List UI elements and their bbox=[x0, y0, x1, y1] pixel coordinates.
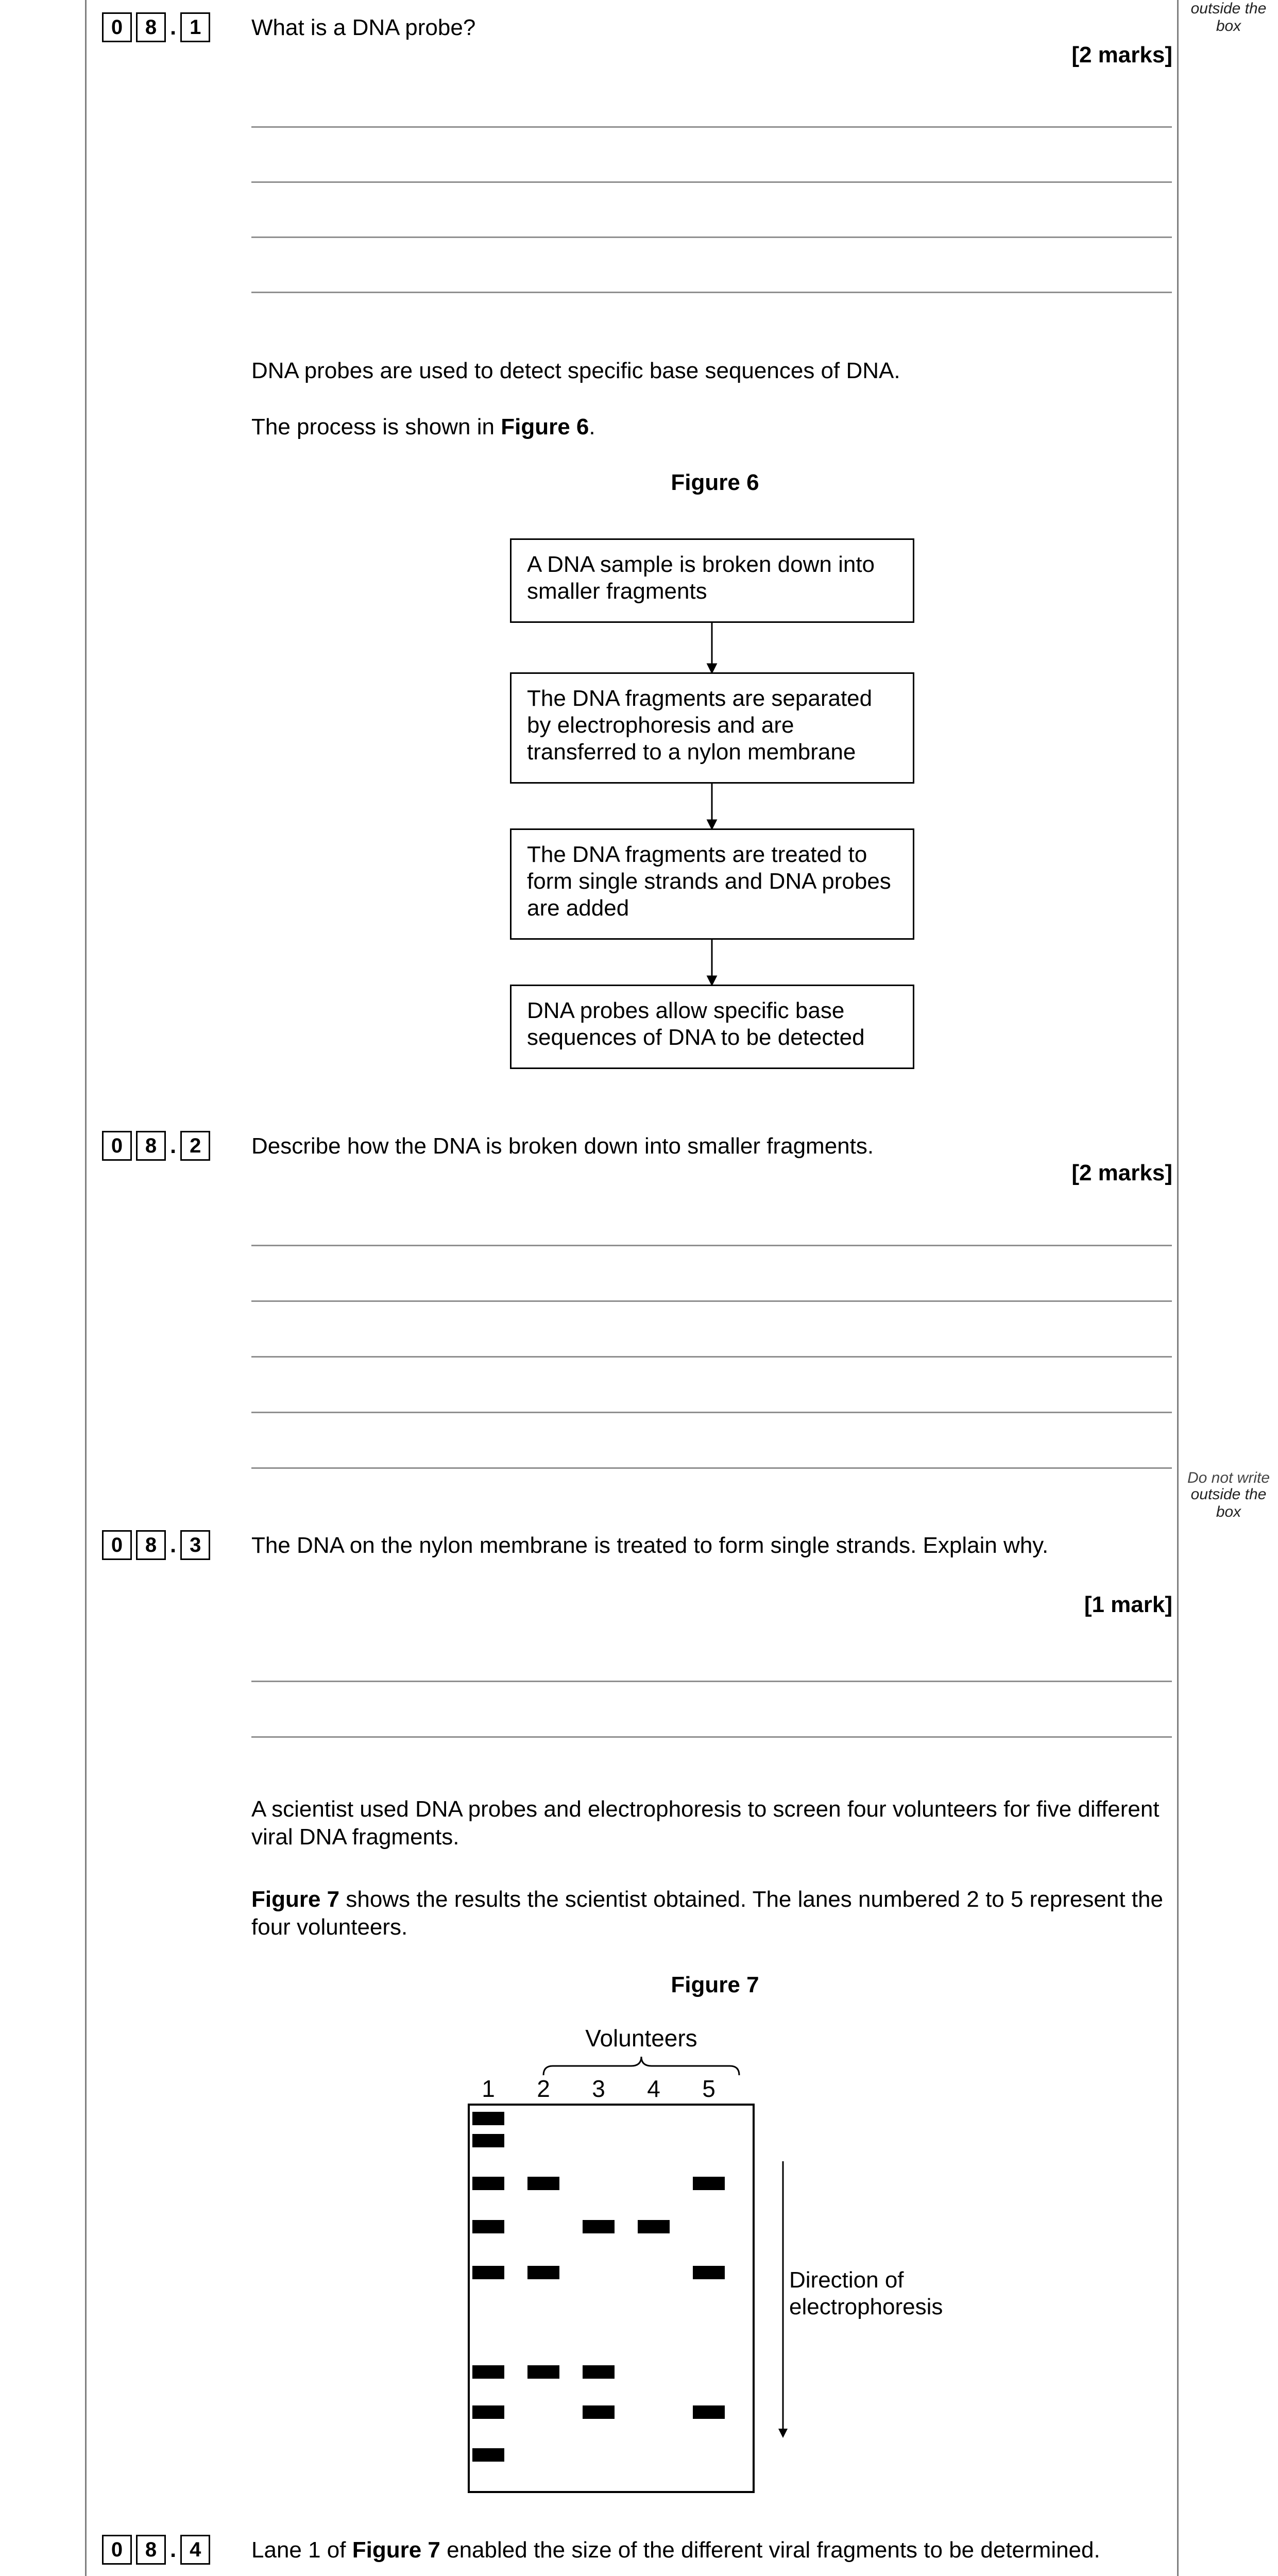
prompt-text: enabled the size of the different viral fragments to be determined. bbox=[440, 2537, 1100, 2563]
question-08-4-prompt bbox=[251, 2536, 1100, 2564]
band-lane5-row3 bbox=[693, 2177, 725, 2190]
band-lane1-row4 bbox=[472, 2220, 504, 2233]
flow-step-1: A DNA sample is broken down into smaller fragments bbox=[510, 538, 914, 623]
question-08-1-prompt: What is a DNA probe? bbox=[251, 15, 476, 40]
figure-7-gel bbox=[453, 2014, 943, 2509]
digit-box: 8 bbox=[136, 1530, 166, 1560]
answer-line[interactable] bbox=[251, 236, 1172, 238]
band-lane1-row7 bbox=[472, 2405, 504, 2419]
direction-label-line2: electrophoresis bbox=[789, 2294, 943, 2319]
digit-box: 3 bbox=[180, 1530, 210, 1560]
intro-text: . bbox=[589, 414, 595, 439]
volunteers-brace bbox=[543, 2057, 739, 2075]
intro-text: The process is shown in bbox=[251, 414, 501, 439]
band-lane3-row7 bbox=[583, 2405, 615, 2419]
band-lane5-row7 bbox=[693, 2405, 725, 2419]
answer-line[interactable] bbox=[251, 1245, 1172, 1246]
margin-note-text: box bbox=[1216, 18, 1241, 35]
band-lane5-row5 bbox=[693, 2266, 725, 2279]
flow-arrow-head bbox=[708, 976, 716, 985]
flow-step-4: DNA probes allow specific base sequences of DNA to be detected bbox=[510, 985, 914, 1069]
question-number-08-4: 0 8 . 4 bbox=[102, 2534, 214, 2566]
flow-step-3: The DNA fragments are treated to form single strands and DNA probes are added bbox=[510, 828, 914, 940]
margin-note-top bbox=[1185, 0, 1272, 35]
band-lane2-row3 bbox=[527, 2177, 559, 2190]
intro2-text: shows the results the scientist obtained. The lanes numbered 2 to 5 represent the four volunteers. bbox=[251, 1887, 1163, 1940]
band-lane1-row2 bbox=[472, 2134, 504, 2147]
question-08-2-marks: [2 marks] bbox=[1071, 1160, 1172, 1185]
answer-line[interactable] bbox=[251, 292, 1172, 293]
lane-label-1: 1 bbox=[482, 2075, 495, 2102]
question-08-3-prompt: The DNA on the nylon membrane is treated to form single strands. Explain why. bbox=[251, 1533, 1049, 1558]
margin-note-mid bbox=[1185, 1469, 1272, 1521]
figure-6-title: Figure 6 bbox=[671, 470, 759, 495]
question-08-3-marks: [1 mark] bbox=[1084, 1592, 1172, 1617]
lane-labels bbox=[482, 2075, 715, 2102]
flow-step-2: The DNA fragments are separated by electrophoresis and are transferred to a nylon membrane bbox=[510, 672, 914, 784]
answer-line[interactable] bbox=[251, 1736, 1172, 1738]
band-lane3-row4 bbox=[583, 2220, 615, 2233]
answer-line[interactable] bbox=[251, 126, 1172, 128]
volunteers-label: Volunteers bbox=[585, 2025, 697, 2052]
gel-outline bbox=[469, 2105, 754, 2492]
intro-paragraph-figure-ref bbox=[251, 413, 595, 441]
direction-arrow-head bbox=[778, 2429, 788, 2438]
flow-arrow-head bbox=[708, 664, 716, 672]
digit-box: 8 bbox=[136, 2535, 166, 2565]
answer-line[interactable] bbox=[251, 1356, 1172, 1358]
digit-box: 8 bbox=[136, 1131, 166, 1161]
intro2-figure-ref bbox=[251, 1886, 1172, 1941]
lane-label-3: 3 bbox=[592, 2075, 605, 2102]
prompt-text: Lane 1 of bbox=[251, 2537, 352, 2563]
band-lane1-row3 bbox=[472, 2177, 504, 2190]
band-lane1-row1 bbox=[472, 2112, 504, 2125]
figure-ref: Figure 6 bbox=[501, 414, 589, 439]
intro2-paragraph: A scientist used DNA probes and electrophoresis to screen four volunteers for five different viral DNA fragments. bbox=[251, 1797, 1160, 1850]
question-number-08-3: 0 8 . 3 bbox=[102, 1529, 214, 1561]
answer-line[interactable] bbox=[251, 1412, 1172, 1413]
left-margin-rule bbox=[85, 0, 87, 2576]
digit-box: 0 bbox=[102, 12, 132, 42]
band-lane4-row4 bbox=[638, 2220, 670, 2233]
digit-box: 1 bbox=[180, 12, 210, 42]
direction-label-line1: Direction of bbox=[789, 2267, 904, 2293]
answer-line[interactable] bbox=[251, 181, 1172, 183]
margin-note-cut: Do not write bbox=[1187, 1469, 1270, 1486]
band-lane1-row5 bbox=[472, 2266, 504, 2279]
lane-label-4: 4 bbox=[647, 2075, 660, 2102]
figure-ref: Figure 7 bbox=[352, 2537, 440, 2563]
band-lane2-row6 bbox=[527, 2365, 559, 2379]
figure-ref: Figure 7 bbox=[251, 1887, 340, 1912]
digit-box: 0 bbox=[102, 2535, 132, 2565]
margin-note-text: outside the bbox=[1190, 1486, 1267, 1503]
figure-7-title: Figure 7 bbox=[671, 1972, 759, 1997]
question-08-2-prompt: Describe how the DNA is broken down into smaller fragments. bbox=[251, 1133, 874, 1159]
answer-line[interactable] bbox=[251, 1300, 1172, 1302]
question-08-1-marks: [2 marks] bbox=[1071, 42, 1172, 67]
flow-arrows bbox=[706, 621, 718, 987]
lane-label-5: 5 bbox=[702, 2075, 715, 2102]
flow-arrow-head bbox=[708, 820, 716, 828]
digit-box: 4 bbox=[180, 2535, 210, 2565]
margin-note-text: outside the bbox=[1190, 0, 1267, 17]
answer-line[interactable] bbox=[251, 1467, 1172, 1469]
lane-label-2: 2 bbox=[537, 2075, 550, 2102]
intro-paragraph: DNA probes are used to detect specific base sequences of DNA. bbox=[251, 358, 900, 383]
right-margin-rule bbox=[1177, 0, 1179, 2576]
band-lane3-row6 bbox=[583, 2365, 615, 2379]
gel-bands bbox=[472, 2112, 725, 2462]
digit-box: 8 bbox=[136, 12, 166, 42]
digit-box: 2 bbox=[180, 1131, 210, 1161]
digit-box: 0 bbox=[102, 1530, 132, 1560]
band-lane1-row8 bbox=[472, 2448, 504, 2462]
question-number-08-1: 0 8 . 1 bbox=[102, 11, 214, 43]
answer-line[interactable] bbox=[251, 1681, 1172, 1682]
band-lane2-row5 bbox=[527, 2266, 559, 2279]
question-number-08-2: 0 8 . 2 bbox=[102, 1130, 214, 1162]
band-lane1-row6 bbox=[472, 2365, 504, 2379]
margin-note-text: box bbox=[1216, 1503, 1241, 1520]
digit-box: 0 bbox=[102, 1131, 132, 1161]
